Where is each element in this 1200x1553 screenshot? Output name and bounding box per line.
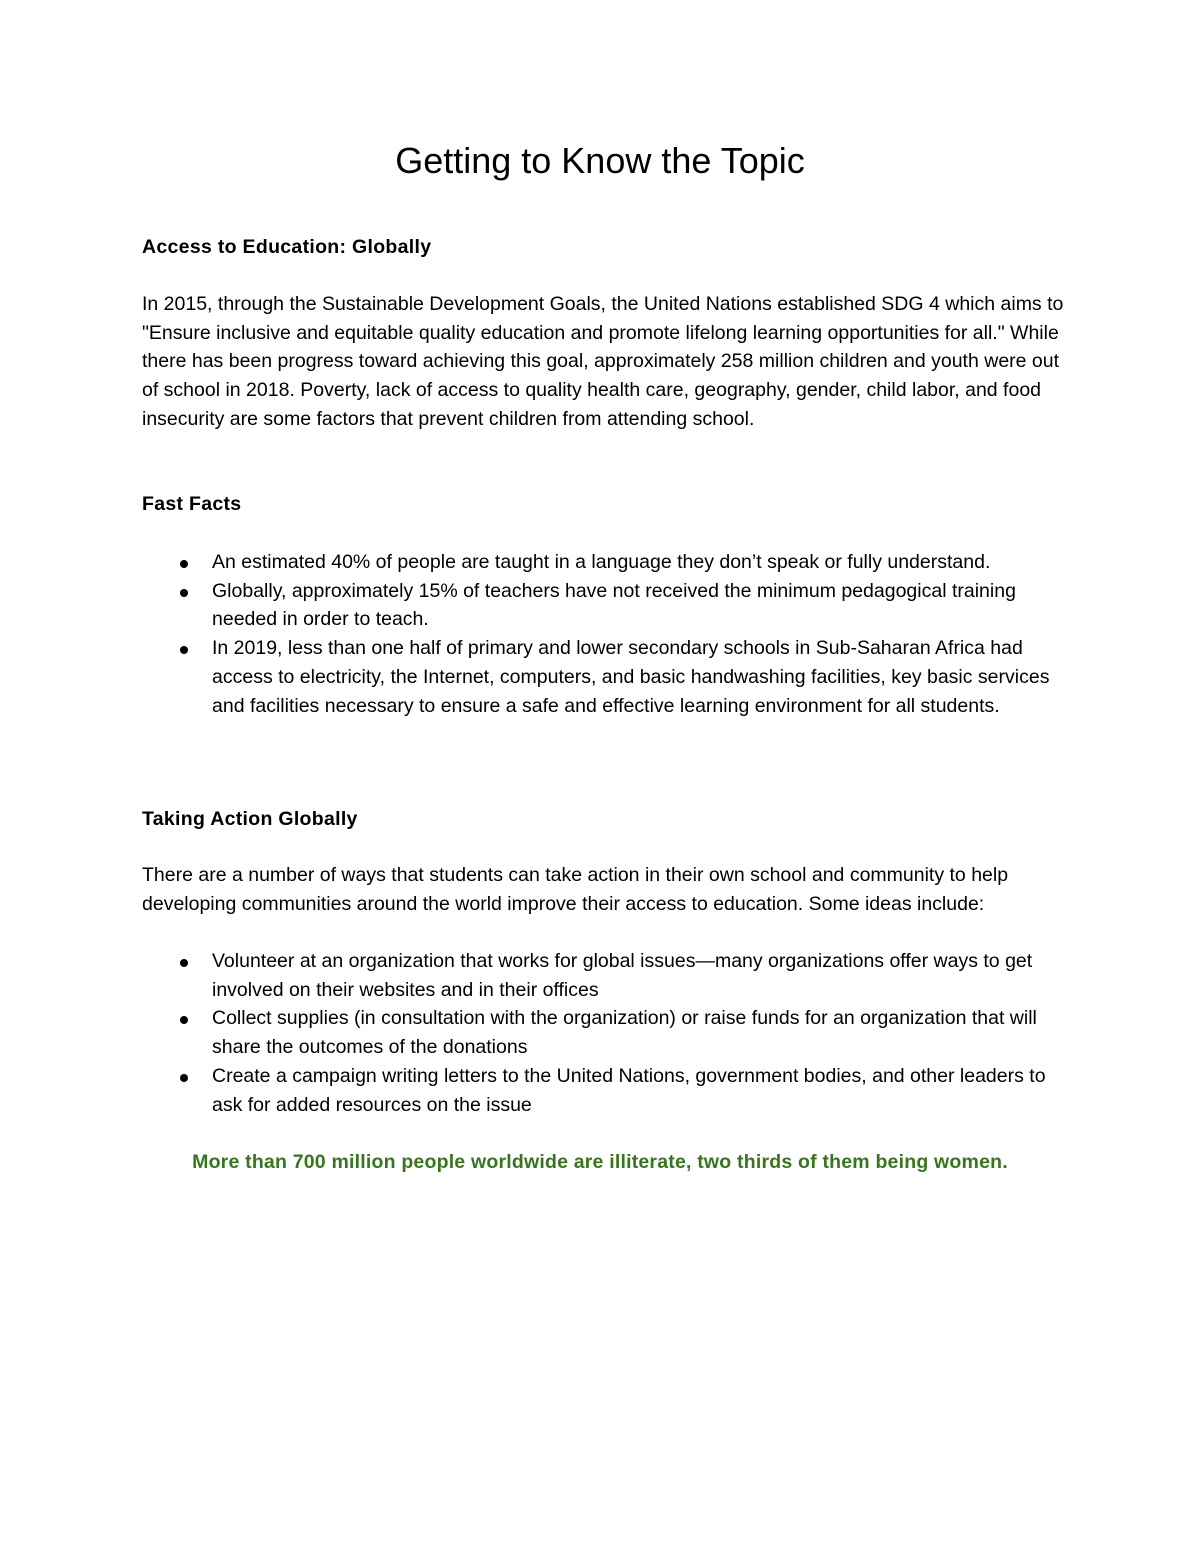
action-ideas-list: [142, 947, 1072, 1119]
list-item-text: In 2019, less than one half of primary and lower secondary schools in Sub-Saharan Africa had access to electricity, the Internet, computers, and basic handwashing facilities, key basic services and facilities necessary to ensure a safe and effective learning environment for all students.: [212, 637, 1050, 717]
bullet-icon: [180, 560, 188, 568]
section-paragraph-taking-action: There are a number of ways that students can take action in their own school and community to help developing communities around the world improve their access to education. Some ideas include:: [142, 864, 1009, 915]
list-item: [142, 548, 1072, 577]
list-item: [142, 947, 1072, 1004]
callout-statistic: More than 700 million people worldwide are illiterate, two thirds of them being women.: [192, 1151, 1008, 1173]
section-paragraph-access: In 2015, through the Sustainable Development Goals, the United Nations established SDG 4 which aims to "Ensure inclusive and equitable quality education and promote lifelong learning opportunities for all." While there has been progress toward achieving this goal, approximately 258 million children and youth were out of school in 2018. Poverty, lack of access to quality health care, geography, gender, child labor, and food insecurity are some factors that prevent children from attending school.: [142, 293, 1064, 430]
list-item-text: Volunteer at an organization that works for global issues—many organizations offer ways to get involved on their websites and in their offices: [212, 950, 1033, 1001]
list-item: [142, 1004, 1072, 1061]
bullet-icon: [180, 1074, 188, 1082]
bullet-icon: [180, 646, 188, 654]
list-item: [142, 577, 1072, 634]
fast-facts-list: [142, 548, 1072, 720]
list-item: [142, 634, 1072, 720]
list-item: [142, 1062, 1072, 1119]
list-item-text: Collect supplies (in consultation with the organization) or raise funds for an organization that will share the outcomes of the donations: [212, 1007, 1037, 1059]
page-title: Getting to Know the Topic: [395, 140, 805, 181]
section-heading-taking-action: Taking Action Globally: [142, 808, 358, 830]
section-heading-fast-facts: Fast Facts: [142, 493, 242, 515]
bullet-icon: [180, 1016, 188, 1024]
list-item-text: Create a campaign writing letters to the United Nations, government bodies, and other leaders to ask for added resources on the issue: [212, 1064, 1046, 1116]
bullet-icon: [180, 959, 188, 967]
bullet-icon: [180, 589, 188, 597]
list-item-text: Globally, approximately 15% of teachers have not received the minimum pedagogical training needed in order to teach.: [212, 579, 1016, 631]
section-heading-access: Access to Education: Globally: [142, 236, 432, 258]
list-item-text: An estimated 40% of people are taught in a language they don’t speak or fully understand.: [212, 551, 991, 573]
